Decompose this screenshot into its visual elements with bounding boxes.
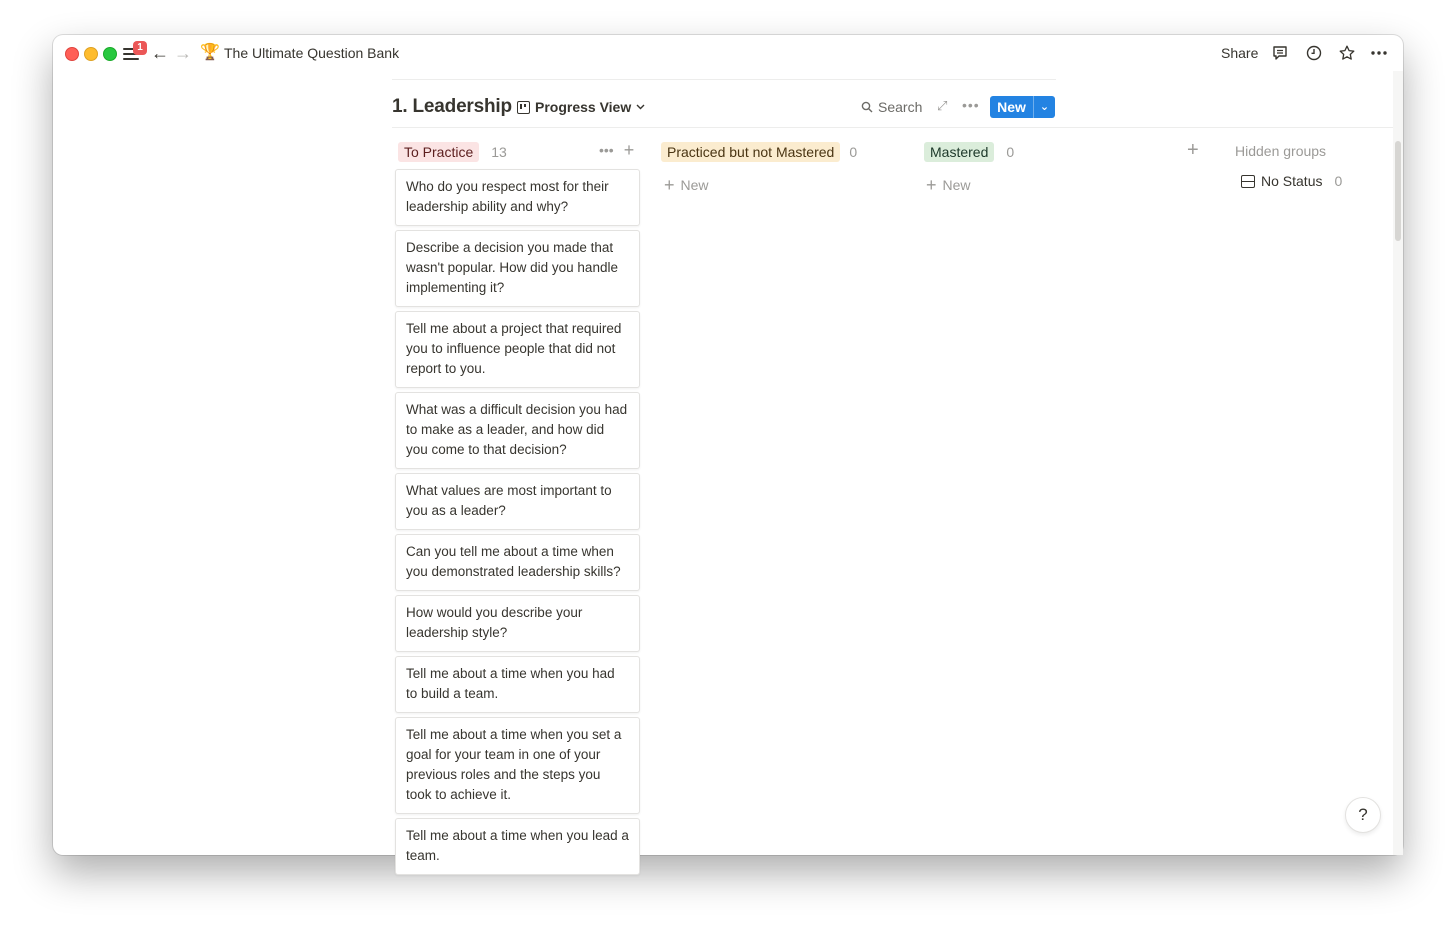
board-card[interactable]: What was a difficult decision you had to make as a leader, and how did you come to that decision?	[395, 392, 640, 469]
add-group-plus-icon[interactable]: +	[1187, 139, 1199, 161]
column-count: 0	[849, 144, 858, 160]
trophy-icon: 🏆	[200, 44, 220, 61]
close-window-button[interactable]	[65, 47, 79, 61]
arrow-left-icon[interactable]: ←	[151, 43, 169, 63]
board-view-icon	[517, 101, 530, 114]
to-practice-card-list	[395, 169, 640, 879]
minimize-window-button[interactable]	[84, 47, 98, 61]
no-status-count: 0	[1334, 173, 1343, 189]
board-card[interactable]: Tell me about a time when you set a goal for your team in one of your previous roles and the steps you took to achieve it.	[395, 717, 640, 814]
title-bar	[53, 35, 1403, 71]
hidden-groups-label: Hidden groups	[1235, 143, 1327, 159]
app-window	[53, 35, 1403, 863]
board-card[interactable]: Describe a decision you made that wasn't popular. How did you handle implementing it?	[395, 230, 640, 307]
share-button[interactable]: Share	[1221, 45, 1259, 61]
status-pill: Mastered	[924, 142, 994, 162]
notification-badge: 1	[133, 41, 147, 55]
view-switcher[interactable]	[517, 99, 645, 115]
plus-icon: +	[926, 175, 937, 195]
scrollbar-thumb[interactable]	[1395, 141, 1401, 241]
ellipsis-icon[interactable]	[1370, 44, 1388, 62]
open-full-page-icon[interactable]: ⤢	[937, 98, 948, 113]
new-label: New	[680, 177, 709, 193]
column-header-to-practice[interactable]	[398, 142, 507, 162]
inbox-icon	[1241, 175, 1255, 188]
add-new-card-button[interactable]	[926, 176, 971, 194]
view-name: Progress View	[535, 99, 632, 115]
board-card[interactable]: Who do you respect most for their leadership ability and why?	[395, 169, 640, 226]
zoom-window-button[interactable]	[103, 47, 117, 61]
column-tools	[599, 141, 634, 159]
plus-icon: +	[664, 175, 675, 195]
divider	[392, 79, 1056, 80]
divider	[392, 127, 1393, 128]
board-card[interactable]: Can you tell me about a time when you demonstrated leadership skills?	[395, 534, 640, 591]
new-button-label: New	[997, 99, 1026, 115]
vertical-scrollbar[interactable]	[1393, 71, 1403, 855]
board-card[interactable]: Tell me about a project that required you to influence people that did not report to you.	[395, 311, 640, 388]
arrow-right-icon[interactable]: →	[174, 43, 192, 63]
column-count: 13	[491, 144, 507, 160]
search-button[interactable]	[861, 99, 922, 115]
add-new-card-button[interactable]	[664, 176, 709, 194]
chevron-down-icon	[636, 104, 645, 110]
breadcrumb-page-title[interactable]: The Ultimate Question Bank	[224, 45, 400, 61]
column-header-practiced[interactable]	[661, 142, 857, 162]
new-item-button[interactable]	[990, 96, 1055, 118]
column-options-ellipsis-icon[interactable]: •••	[599, 142, 614, 158]
search-label: Search	[878, 99, 923, 115]
search-icon	[861, 101, 873, 113]
no-status-label: No Status	[1261, 173, 1323, 189]
view-options-ellipsis-icon[interactable]: •••	[962, 97, 980, 113]
status-pill: Practiced but not Mastered	[661, 142, 840, 162]
board-card[interactable]: Tell me about a time when you lead a team.	[395, 818, 640, 875]
comment-icon[interactable]	[1271, 44, 1289, 62]
board-card[interactable]: Tell me about a time when you had to build a team.	[395, 656, 640, 713]
star-icon[interactable]	[1338, 44, 1356, 62]
new-label: New	[942, 177, 971, 193]
chevron-down-icon[interactable]: ⌄	[1039, 101, 1050, 113]
board-card[interactable]: How would you describe your leadership style?	[395, 595, 640, 652]
add-card-plus-icon[interactable]: +	[623, 140, 635, 160]
column-count: 0	[1006, 144, 1015, 160]
status-pill: To Practice	[398, 142, 479, 162]
board-card[interactable]: What values are most important to you as a leader?	[395, 473, 640, 530]
database-title[interactable]: 1. Leadership	[392, 96, 512, 117]
column-header-mastered[interactable]	[924, 142, 1014, 162]
help-button[interactable]: ?	[1345, 797, 1381, 833]
hidden-group-no-status[interactable]	[1241, 173, 1342, 189]
clock-icon[interactable]	[1305, 44, 1323, 62]
